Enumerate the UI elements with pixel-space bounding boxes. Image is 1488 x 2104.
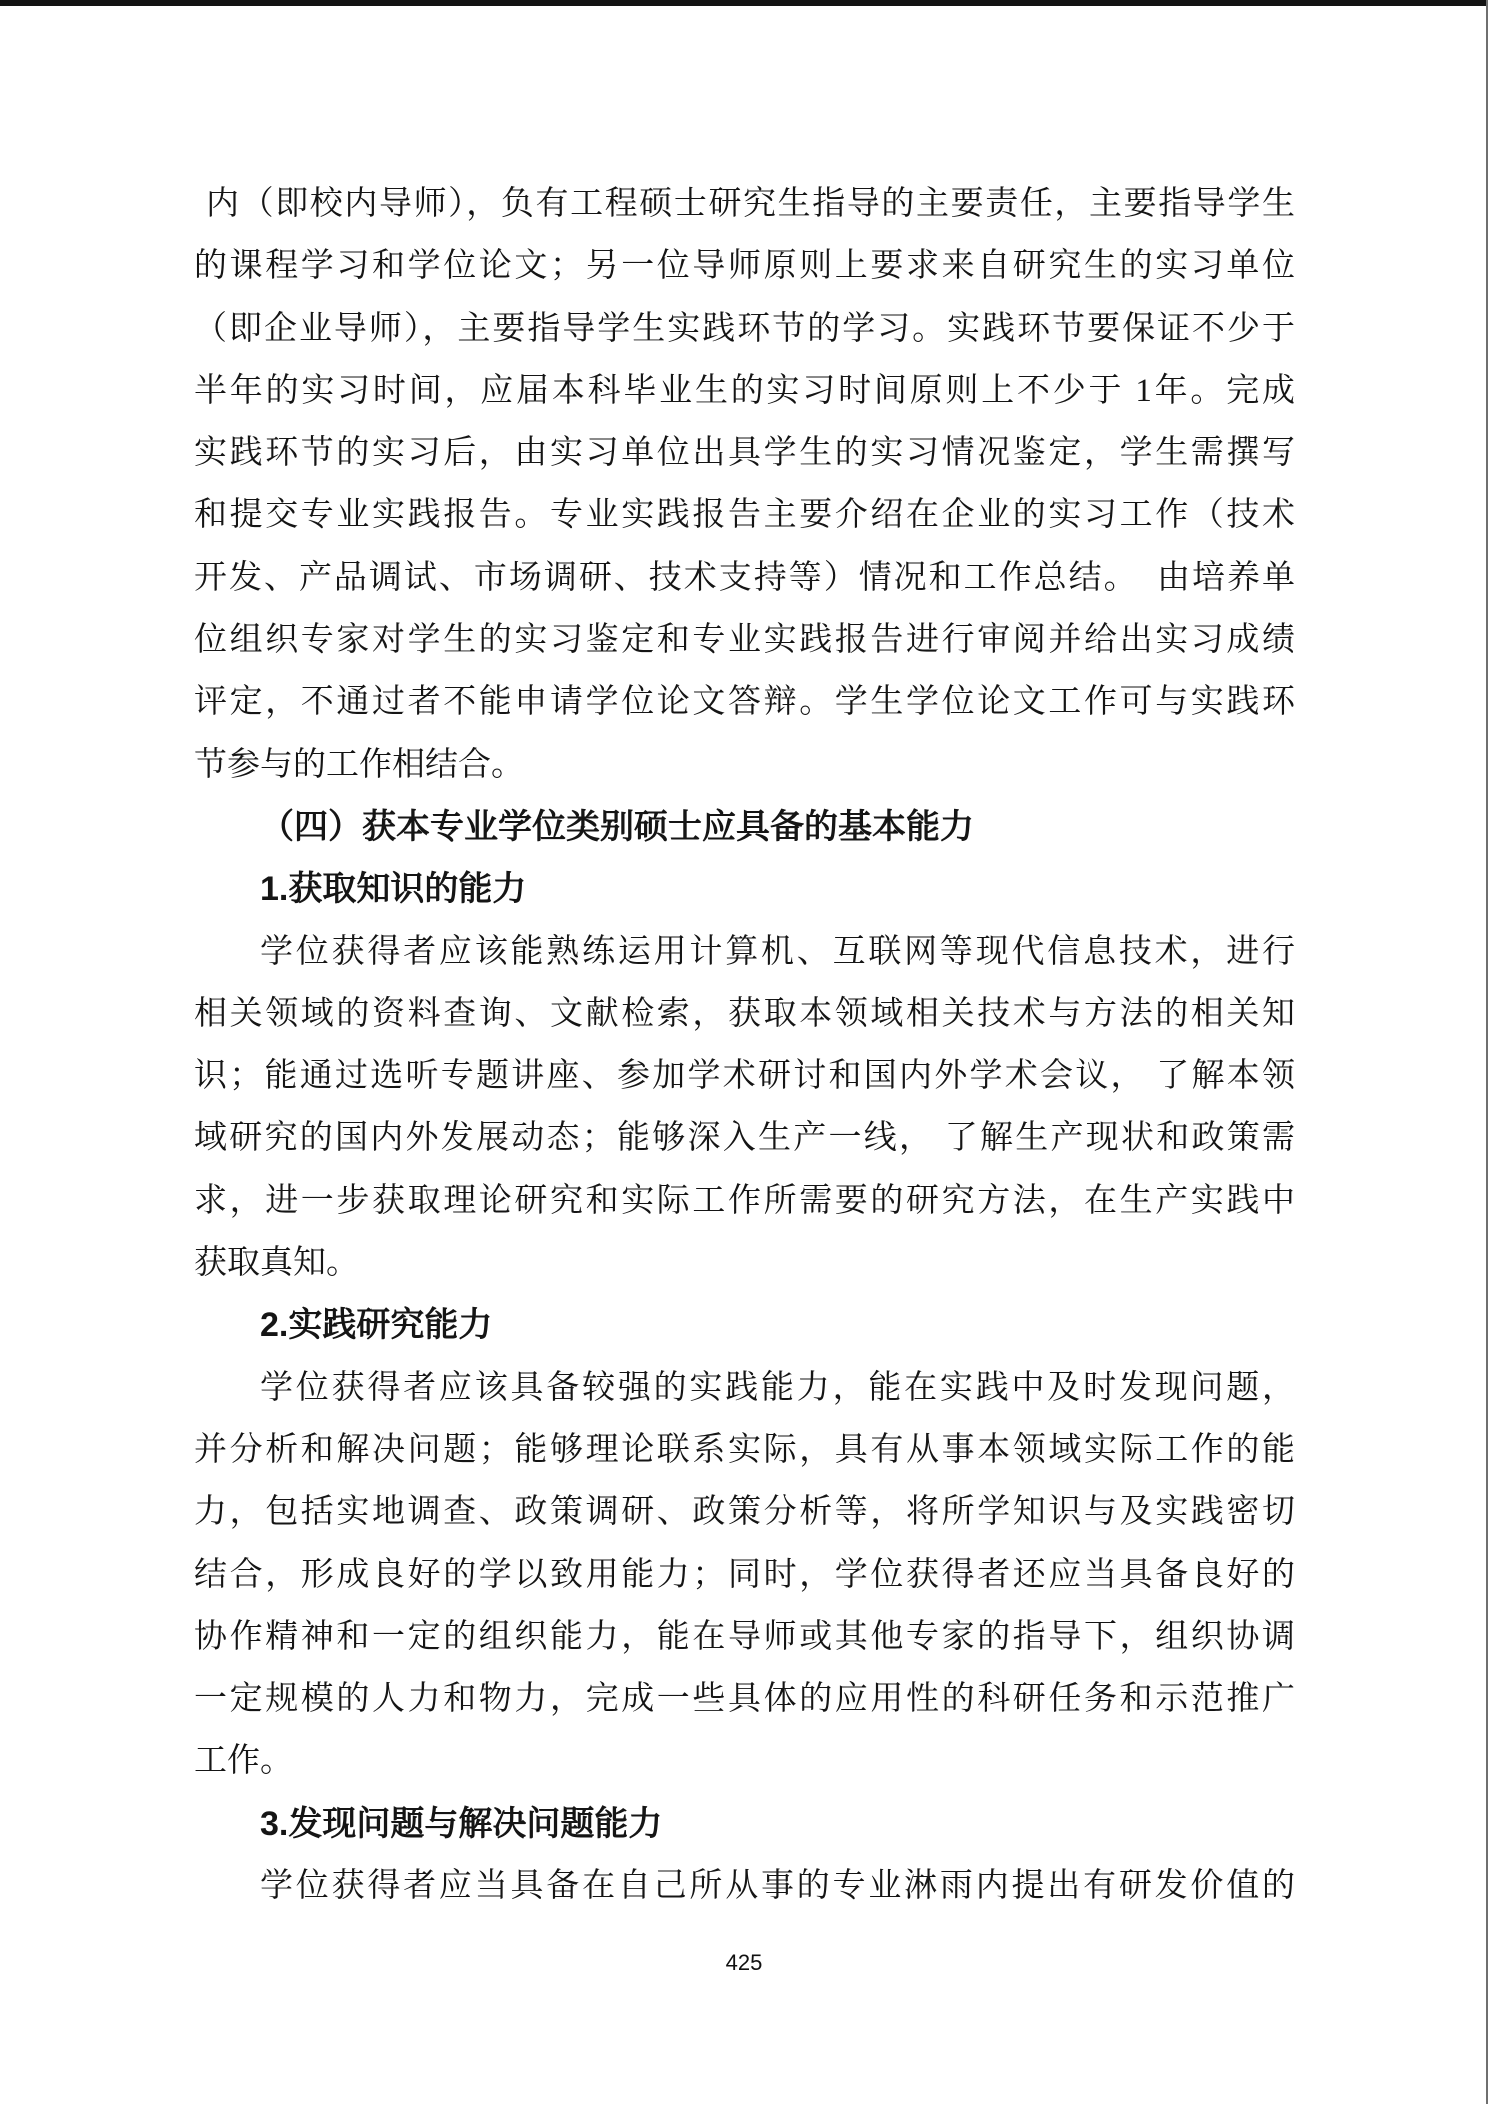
text-line: 半年的实习时间，应届本科毕业生的实习时间原则上不少于 1年。完成 [194,372,1295,409]
page-top-border [0,0,1488,6]
text-line: 学位获得者应该具备较强的实践能力，能在实践中及时发现问题， [260,1369,1295,1406]
text-line: 力，包括实地调查、政策调研、政策分析等，将所学知识与及实践密切 [194,1494,1295,1531]
text-line: 识；能通过选听专题讲座、参加学术研讨和国内外学术会议， 了解本领 [194,1058,1295,1095]
text-line: 结合，形成良好的学以致用能力；同时，学位获得者还应当具备良好的 [194,1556,1295,1593]
text-line: 求，进一步获取理论研究和实际工作所需要的研究方法，在生产实践中 [194,1182,1295,1219]
page-number: 425 [725,1950,763,1975]
text-line: 获取真知。 [194,1245,359,1282]
text-line: 位组织专家对学生的实习鉴定和专业实践报告进行审阅并给出实习成绩 [194,622,1295,659]
text-line: 学位获得者应该能熟练运用计算机、互联网等现代信息技术，进行 [260,933,1295,970]
text-line: 节参与的工作相结合。 [194,746,524,783]
text-line: 学位获得者应当具备在自己所从事的专业淋雨内提出有研发价值的 [260,1868,1295,1905]
text-line: 评定，不通过者不能申请学位论文答辩。学生学位论文工作可与实践环 [194,684,1295,721]
text-line: 一定规模的人力和物力，完成一些具体的应用性的科研任务和示范推广 [194,1681,1295,1718]
text-line: 工作。 [194,1743,293,1780]
text-line: （即企业导师），主要指导学生实践环节的学习。实践环节要保证不少于 [194,310,1295,347]
text-line: 并分析和解决问题；能够理论联系实际，具有从事本领域实际工作的能 [194,1431,1295,1468]
text-lines [194,173,1295,1917]
section-heading: 1.获取知识的能力 [260,870,527,909]
text-line: 实践环节的实习后，由实习单位出具学生的实习情况鉴定，学生需撰写 [194,435,1295,472]
text-line: 内（即校内导师），负有工程硕士研究生指导的主要责任，主要指导学生 [206,186,1295,222]
text-line: 域研究的国内外发展动态；能够深入生产一线， 了解生产现状和政策需 [194,1120,1295,1157]
section-heading: （四）获本专业学位类别硕士应具备的基本能力 [260,807,974,846]
section-heading: 3.发现问题与解决问题能力 [260,1804,663,1843]
text-line: 开发、产品调试、市场调研、技术支持等）情况和工作总结。 由培养单 [194,559,1295,596]
text-line: 和提交专业实践报告。专业实践报告主要介绍在企业的实习工作（技术 [194,497,1295,534]
text-line: 的课程学习和学位论文；另一位导师原则上要求来自研究生的实习单位 [194,248,1295,285]
text-line: 协作精神和一定的组织能力，能在导师或其他专家的指导下，组织协调 [194,1618,1295,1655]
text-line: 相关领域的资料查询、文献检索，获取本领域相关技术与方法的相关知 [194,995,1295,1032]
section-heading: 2.实践研究能力 [260,1306,493,1345]
